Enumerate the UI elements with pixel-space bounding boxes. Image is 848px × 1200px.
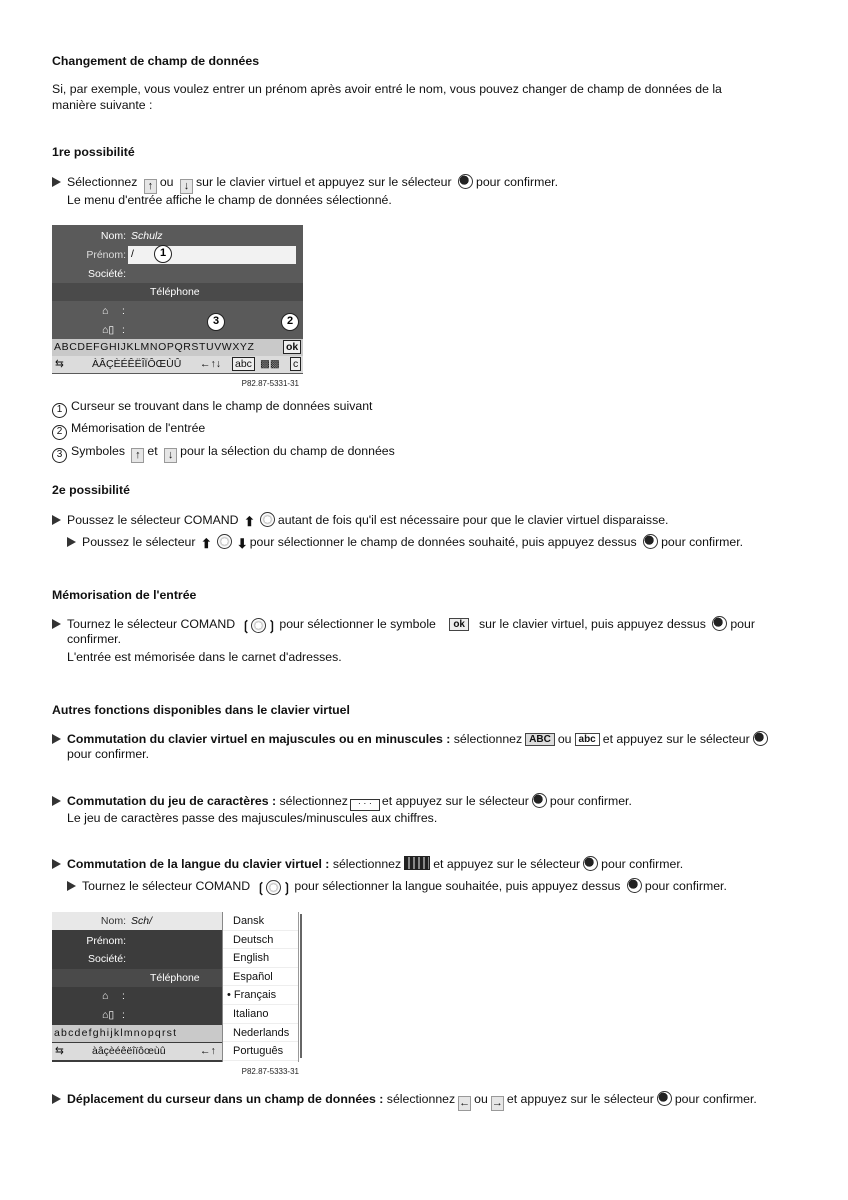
bullet-arrow-icon (67, 881, 76, 891)
scrollbar-thumb[interactable] (300, 914, 302, 1058)
language-option[interactable]: Italiano (223, 1005, 298, 1024)
push-up-icon: ⬆ (243, 514, 255, 529)
row-societe: Société: (88, 953, 126, 965)
row-telephone: Téléphone (52, 283, 303, 301)
home-icon: ⌂ (102, 990, 109, 1002)
language-list[interactable] (222, 912, 298, 1062)
arrow-right-key-icon: → (491, 1097, 503, 1109)
press-selector-icon (712, 616, 727, 631)
section-heading-option-1: 1re possibilité (52, 145, 135, 159)
row-nom: Nom: Sch/ (52, 912, 222, 930)
ok-symbol-icon: ok (449, 618, 469, 631)
language-option[interactable]: Nederlands (223, 1024, 298, 1043)
instruction-line: Tournez le sélecteur COMAND ❲ ❳ pour sélectionner le symbole ok sur le clavier virtuel, puis appuyez dessus pour (52, 616, 755, 634)
language-option[interactable]: Español (223, 968, 298, 987)
row-home: ⌂ : (102, 305, 125, 317)
selector-icon (260, 512, 275, 527)
legend-item-2: 2 Mémorisation de l'entrée (52, 421, 205, 440)
section-heading-other-functions: Autres fonctions disponibles dans le clavier virtuel (52, 703, 350, 717)
push-up-icon: ⬆ (200, 536, 212, 551)
language-key-icon[interactable]: ▩▩ (260, 358, 280, 370)
arrow-up-key-icon: ↑ (144, 179, 157, 194)
arrow-down-key-icon: ↓ (164, 448, 177, 463)
section-heading-option-2: 2e possibilité (52, 483, 130, 497)
instruction-line: pour confirmer. (67, 747, 150, 761)
paragraph-line: manière suivante : (52, 98, 153, 112)
marker-3: 3 (207, 313, 225, 331)
instruction-line: Sélectionnez ↑ ou ↓ sur le clavier virtuel et appuyez sur le sélecteur pour confirmer. (52, 174, 558, 194)
bullet-arrow-icon (52, 177, 61, 187)
language-option-selected[interactable]: • Français (223, 986, 298, 1005)
section-heading-field-change: Changement de champ de données (52, 54, 260, 68)
selector-icon (217, 534, 232, 549)
press-selector-icon (643, 534, 658, 549)
instruction-line: Commutation de la langue du clavier virtuel : sélectionnez et appuyez sur le sélecteur pour confirmer. (52, 856, 683, 871)
row-home-mobile: ⌂▯ : (102, 1009, 125, 1021)
instruction-line: Poussez le sélecteur COMAND ⬆ autant de fois qu'il est nécessaire pour que le clavier virtuel disparaisse. (52, 512, 668, 530)
figure-code: P82.87-5331-31 (52, 374, 303, 393)
press-selector-icon (753, 731, 768, 746)
home-icon: ⌂ (102, 305, 109, 317)
home-phone-icon: ⌂▯ (102, 1009, 115, 1021)
legend-item-1: 1 Curseur se trouvant dans le champ de données suivant (52, 399, 372, 418)
ok-key[interactable]: ok (283, 340, 301, 354)
home-phone-icon: ⌂▯ (102, 324, 115, 336)
bullet-arrow-icon (52, 515, 61, 525)
prenom-field[interactable]: / (128, 246, 296, 264)
bullet-arrow-icon (52, 859, 61, 869)
paragraph-line: Si, par exemple, vous voulez entrer un prénom après avoir entré le nom, vous pouvez changer de champ de données de la (52, 82, 722, 96)
marker-2: 2 (281, 313, 299, 331)
arrow-down-key-icon: ↓ (180, 179, 193, 194)
row-telephone: Téléphone (52, 969, 222, 987)
back-icon[interactable]: ⇆ (55, 358, 64, 370)
instruction-result: L'entrée est mémorisée dans le carnet d'adresses. (67, 650, 342, 664)
bullet-arrow-icon (52, 734, 61, 744)
abc-key[interactable]: abc (232, 357, 255, 371)
keyboard-accent-row[interactable]: ⇆ ÀÂÇÈÉÊËÎÏÔŒÙÛ ←↑↓ abc ▩▩ c (52, 356, 303, 373)
press-selector-icon (627, 878, 642, 893)
field-arrows-icon[interactable]: ←↑ (200, 1045, 216, 1057)
scrollbar[interactable] (298, 912, 303, 1062)
row-home-mobile: ⌂▯ : (102, 324, 125, 336)
language-option[interactable]: Deutsch (223, 931, 298, 950)
bullet-arrow-icon (52, 796, 61, 806)
field-arrows-icon[interactable]: ←↑↓ (200, 358, 221, 370)
turn-selector-icon: ❲ ❳ (240, 618, 278, 633)
press-selector-icon (583, 856, 598, 871)
keyboard-upper-row[interactable]: ABCDEFGHIJKLMNOPQRSTUVWXYZ ok (52, 339, 303, 356)
press-selector-icon (458, 174, 473, 189)
instruction-line: Déplacement du curseur dans un champ de données : sélectionnez ← ou → et appuyez sur le sélecteur pour confirmer. (52, 1091, 757, 1111)
marker-1: 1 (154, 245, 172, 263)
push-down-icon: ⬇ (236, 536, 248, 551)
arrow-up-key-icon: ↑ (131, 448, 144, 463)
press-selector-icon (657, 1091, 672, 1106)
bullet-arrow-icon (52, 1094, 61, 1104)
row-nom: Nom: Schulz (100, 230, 163, 242)
clear-key[interactable]: c (290, 357, 301, 371)
instruction-line: Commutation du jeu de caractères : sélectionnez · · · et appuyez sur le sélecteur pour confirmer. (52, 793, 632, 811)
keyboard-lower-row[interactable]: abcdefghijklmnopqrst (52, 1025, 222, 1042)
abc-upper-key-icon: ABC (525, 733, 555, 746)
instruction-result: Le menu d'entrée affiche le champ de données sélectionné. (67, 193, 392, 207)
figure-code: P82.87-5333-31 (52, 1062, 303, 1080)
back-icon[interactable]: ⇆ (55, 1045, 64, 1057)
bullet-arrow-icon (67, 537, 76, 547)
instruction-line: Commutation du clavier virtuel en majuscules ou en minuscules : sélectionnez ABC ou abc et appuyez sur le sélecteur (52, 731, 771, 746)
legend-item-3: 3 Symboles ↑ et ↓ pour la sélection du champ de données (52, 444, 395, 463)
language-key-icon (404, 856, 430, 870)
language-option[interactable]: English (223, 949, 298, 968)
abc-lower-key-icon: abc (575, 733, 600, 746)
press-selector-icon (532, 793, 547, 808)
row-home: ⌂ : (102, 990, 125, 1002)
language-option[interactable]: Português (223, 1042, 298, 1061)
instruction-line: confirmer. (67, 632, 121, 646)
row-prenom: Prénom: (86, 935, 126, 947)
bullet-arrow-icon (52, 619, 61, 629)
language-option[interactable]: Dansk (223, 912, 298, 931)
keyboard-accent-row[interactable]: ⇆ àâçèéêëîïôœùû ←↑ (52, 1043, 222, 1060)
arrow-left-key-icon: ← (459, 1097, 471, 1109)
row-societe: Société: (88, 268, 126, 280)
row-prenom: Prénom: / (52, 246, 303, 264)
instruction-line: Poussez le sélecteur ⬆ ⬇ pour sélectionner le champ de données souhaité, puis appuyez dessus pour confirmer. (67, 534, 743, 552)
instruction-result: Le jeu de caractères passe des majuscules/minuscules aux chiffres. (67, 811, 438, 825)
screenshot-input-menu (52, 225, 303, 393)
charset-key-icon: · · · (350, 799, 380, 811)
turn-selector-icon: ❲ ❳ (255, 880, 293, 895)
screenshot-language-menu (52, 912, 303, 1080)
section-heading-save-entry: Mémorisation de l'entrée (52, 588, 197, 602)
instruction-line: Tournez le sélecteur COMAND ❲ ❳ pour sélectionner la langue souhaitée, puis appuyez dessus pour confirmer. (67, 878, 727, 896)
